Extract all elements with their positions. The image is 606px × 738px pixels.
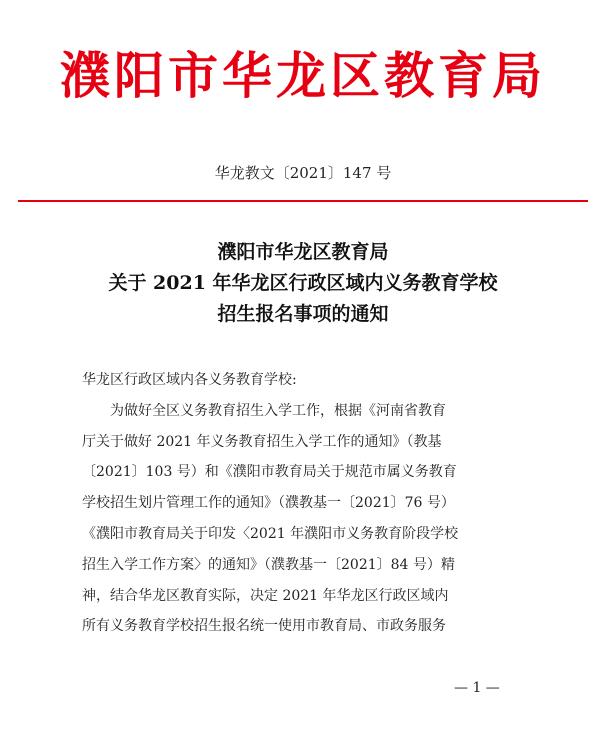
page-number: — 1 — <box>454 680 500 696</box>
body-line: 所有义务教育学校招生报名统一使用市教育局、市政务服务 <box>82 618 446 635</box>
notice-body <box>82 365 542 642</box>
notice-title-line: 关于 2021 年华龙区行政区域内义务教育学校 <box>108 272 498 294</box>
body-line: 《濮阳市教育局关于印发〈2021 年濮阳市义务教育阶段学校 <box>82 525 459 542</box>
body-line: 神，结合华龙区教育实际，决定 2021 年华龙区行政区域内 <box>82 587 449 604</box>
addressee-line: 华龙区行政区域内各义务教育学校: <box>82 372 297 388</box>
body-line: 为做好全区义务教育招生入学工作，根据《河南省教育 <box>110 402 446 419</box>
body-line: 学校招生划片管理工作的通知》（濮教基一〔2021〕76 号） <box>82 495 455 512</box>
agency-header-title: 濮阳市华龙区教育局 <box>60 46 546 105</box>
body-line: 厅关于做好 2021 年义务教育招生入学工作的通知》（教基 <box>82 433 442 450</box>
red-divider-line <box>18 200 588 202</box>
notice-title-line: 濮阳市华龙区教育局 <box>217 241 389 263</box>
body-line: 〔2021〕103 号）和《濮阳市教育局关于规范市属义务教育 <box>82 464 457 481</box>
body-line: 招生入学工作方案〉的通知》（濮教基一〔2021〕84 号）精 <box>82 556 455 573</box>
notice-title <box>0 237 606 330</box>
notice-title-line: 招生报名事项的通知 <box>217 303 389 325</box>
document-number: 华龙教文〔2021〕147 号 <box>214 164 392 182</box>
